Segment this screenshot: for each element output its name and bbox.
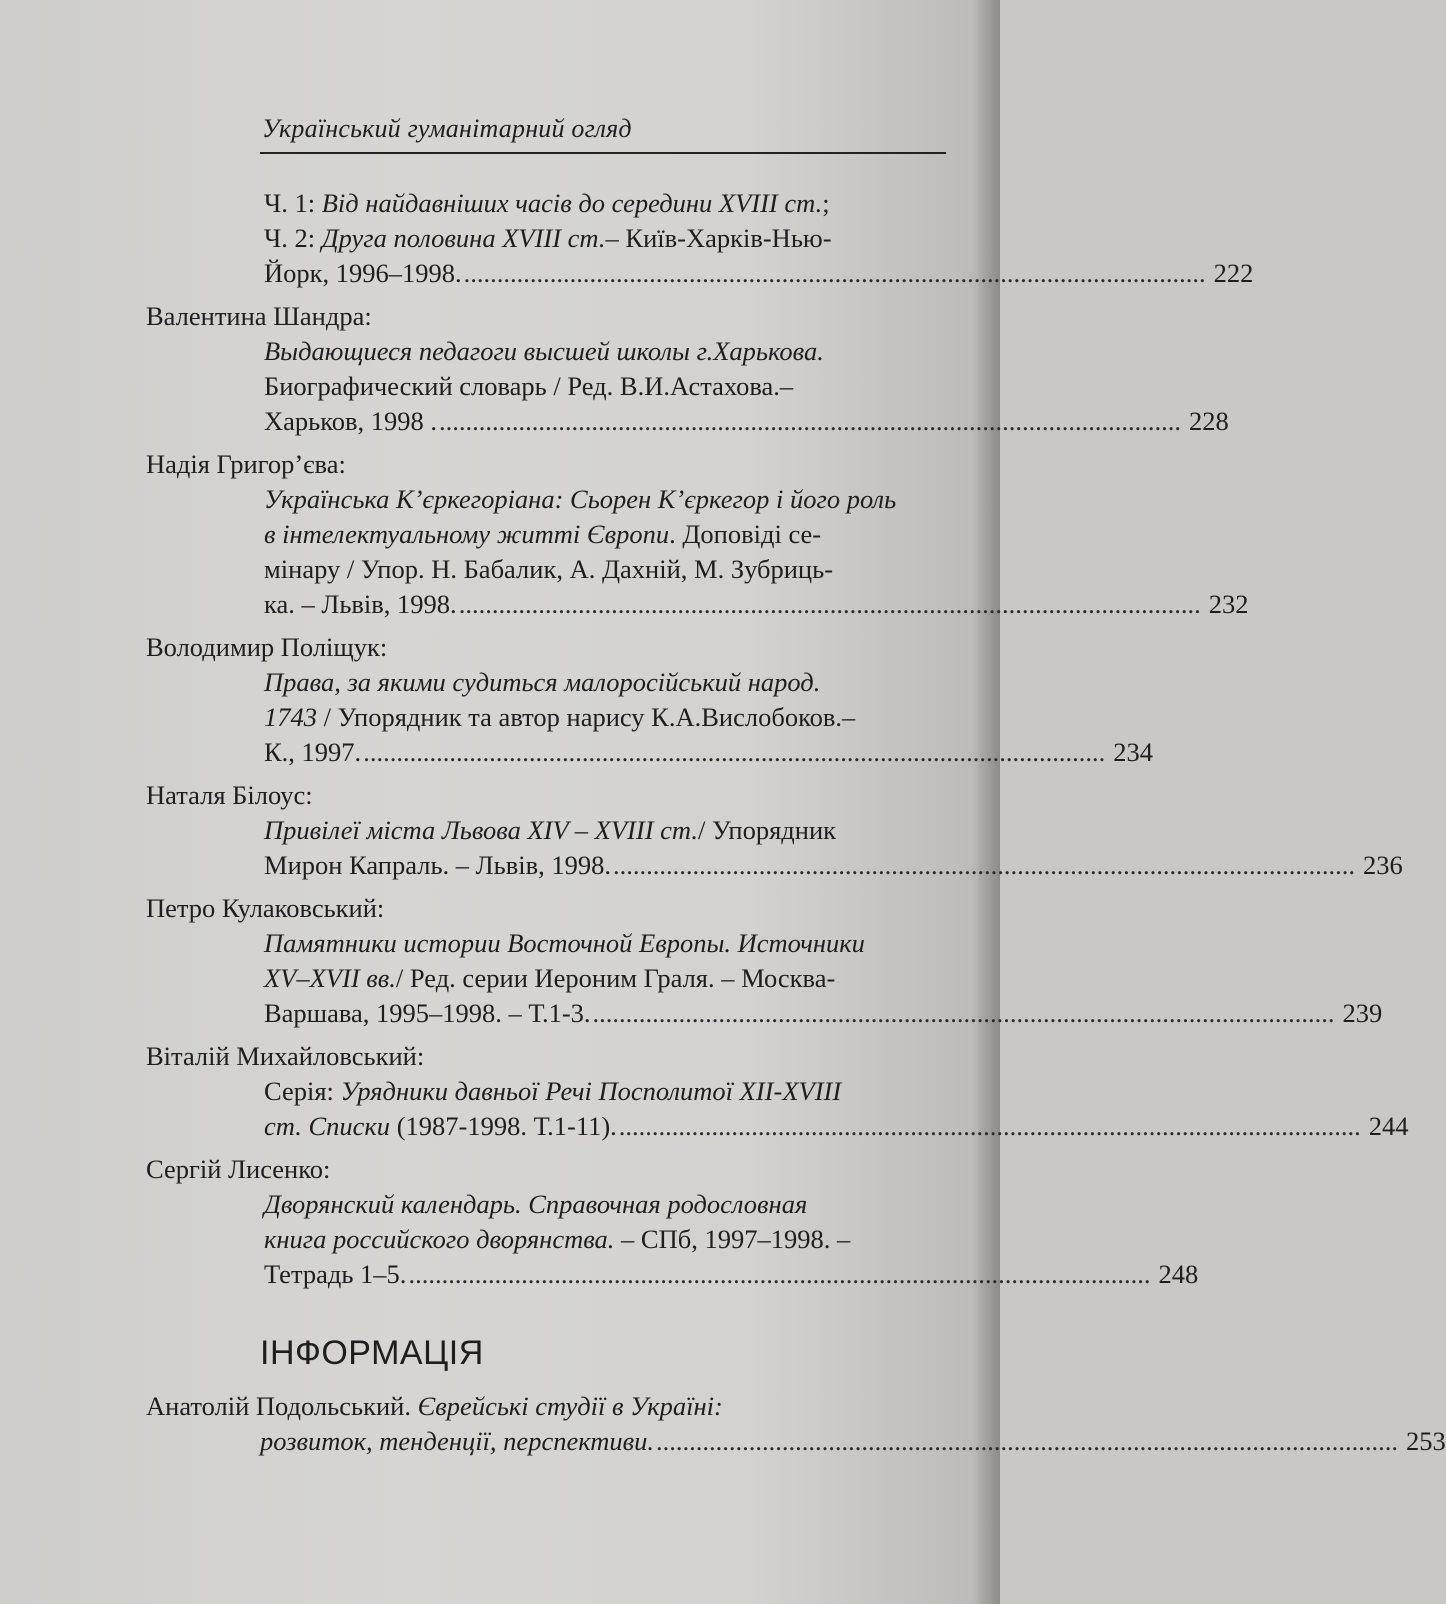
leader-dots: ................................................................................................................ [408,1259,1151,1289]
toc-entry [146,186,1254,291]
leader-dots: ................................................................................................................ [363,737,1106,767]
toc-line: Тетрадь 1–5. ................................................................................................................ 248 [264,1257,946,1292]
toc-line: Анатолій Подольський. Єврейські студії в Україні: [146,1391,723,1421]
leader-dots: ................................................................................................................ [463,258,1206,288]
table-of-contents [146,186,1446,1467]
leader-dots: ................................................................................................................ [458,589,1201,619]
toc-entry [146,630,1153,770]
toc-line: Биографический словарь / Ред. В.И.Астахова.– [264,371,794,401]
entry-author: Надія Григор’єва: [146,449,346,479]
entry-author: Валентина Шандра: [146,301,372,331]
toc-line: Права, за якими судиться малоросійський народ. [264,667,821,697]
toc-line: К., 1997. ................................................................................................................ 234 [264,735,946,770]
leader-dots: ................................................................................................................ [612,850,1355,880]
toc-line: Українська К’єркегоріана: Сьорен К’єркегор і його роль [264,484,897,514]
book-spine-shadow [978,0,1000,1604]
toc-line: Йорк, 1996–1998. ................................................................................................................ 222 [264,256,946,291]
toc-entry [146,891,1383,1031]
entry-author: Наталя Білоус: [146,780,313,810]
page-number: 239 [1342,998,1383,1028]
page-number: 244 [1368,1111,1409,1141]
toc-line: Серія: Урядники давньої Речі Посполитої XII-XVIII [264,1076,842,1106]
section-heading: ІНФОРМАЦІЯ [260,1334,484,1372]
page-number: 253 [1406,1426,1446,1456]
toc-entry [146,1389,1446,1459]
toc-entry [146,1152,1199,1292]
toc-line: книга российского дворянства. – СПб, 1997–1998. – [264,1224,851,1254]
toc-line: Варшава, 1995–1998. – Т.1-3. ................................................................................................................ 239 [264,996,946,1031]
entry-author: Володимир Поліщук: [146,632,388,662]
page-number: 232 [1208,589,1249,619]
page-number: 236 [1362,850,1403,880]
entry-author: Сергій Лисенко: [146,1154,331,1184]
toc-entry [146,447,1249,622]
toc-line: в інтелектуальному житті Європи. Доповіді се- [264,519,822,549]
entry-author: Петро Кулаковський: [146,893,385,923]
toc-line: Привілеї міста Львова XIV – XVIII ст./ Упорядник [264,815,837,845]
toc-line: Харьков, 1998 . ................................................................................................................ 228 [264,404,946,439]
page-number: 234 [1113,737,1153,767]
toc-line: Ч. 2: Друга половина XVIII ст.– Київ-Харків-Нью- [264,223,832,253]
toc-entry [146,778,1403,883]
page-number: 228 [1189,406,1229,436]
toc-line: ка. – Львів, 1998. ................................................................................................................ 232 [264,587,946,622]
toc-line: Ч. 1: Від найдавніших часів до середини XVIII ст.; [264,188,830,218]
entry-author: Віталій Михайловський: [146,1041,425,1071]
leader-dots: ................................................................................................................ [618,1111,1361,1141]
toc-line: XV–XVII вв./ Ред. серии Иероним Граля. – Москва- [264,963,836,993]
toc-line: Памятники истории Восточной Европы. Источники [264,928,865,958]
page-number: 222 [1213,258,1254,288]
toc-line: ст. Списки (1987-1998. Т.1-11). ................................................................................................................ 244 [264,1109,946,1144]
header-rule [260,152,946,154]
page-number: 248 [1158,1259,1199,1289]
leader-dots: ................................................................................................................ [439,406,1182,436]
toc-line: мінару / Упор. Н. Бабалик, А. Дахній, М. Зубриць- [264,554,834,584]
toc-line: Выдающиеся педагоги высшей школы г.Харькова. [264,336,824,366]
toc-line: 1743 / Упорядник та автор нарису К.А.Вислобоков.– [264,702,856,732]
leader-dots: ................................................................................................................ [656,1426,1399,1456]
toc-line: розвиток, тенденції, перспективи. ................................................................................................................ 253 [146,1424,946,1459]
running-header: Український гуманітарний огляд [262,114,632,143]
toc-line: Мирон Капраль. – Львів, 1998. ................................................................................................................ 236 [264,848,946,883]
leader-dots: ................................................................................................................ [592,998,1335,1028]
toc-entry [146,299,1229,439]
toc-line: Дворянский календарь. Справочная родословная [264,1189,808,1219]
toc-entry [146,1039,1409,1144]
entry-author: Анатолій Подольський. [146,1391,411,1421]
